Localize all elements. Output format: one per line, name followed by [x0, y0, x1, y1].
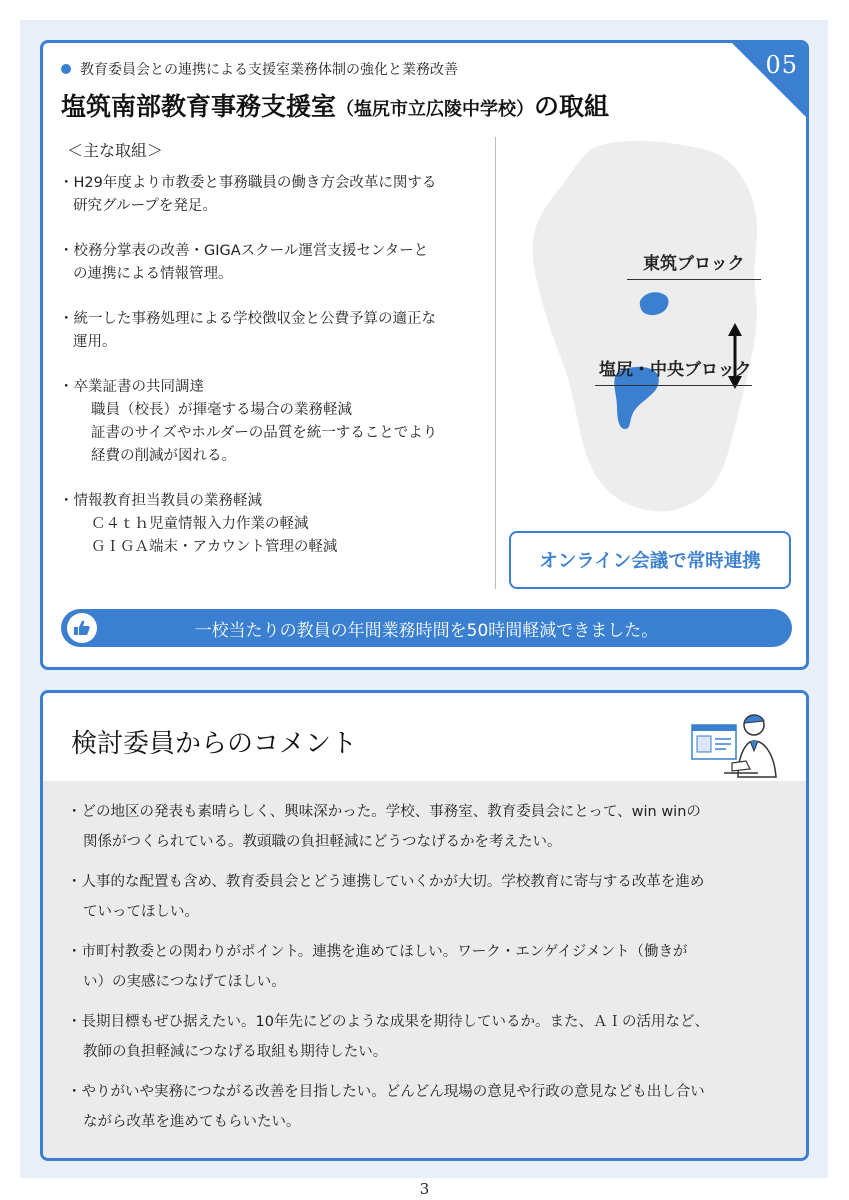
comment-item	[67, 867, 786, 927]
list-item-line: 証書のサイズやホルダーの品質を統一することでより	[91, 425, 438, 441]
comment-item	[67, 1077, 786, 1137]
initiatives-heading: ＜主な取組＞	[67, 141, 164, 160]
east-block-label: 東筑ブロック	[627, 249, 761, 280]
comment-line: い）の実感につなげてほしい。	[83, 974, 286, 990]
comment-item	[67, 1007, 786, 1067]
list-item-line: 運用。	[73, 334, 117, 350]
comments-title: 検討委員からのコメント	[71, 729, 358, 759]
list-item	[59, 308, 487, 354]
section-title-main: 塩筑南部教育事務支援室	[61, 92, 337, 121]
list-item-line: ・情報教育担当教員の業務軽減	[59, 493, 262, 509]
result-text: 一校当たりの教員の年間業務時間を50時間軽減できました。	[194, 620, 659, 641]
comment-line: 関係がつくられている。教頭職の負担軽減にどうつなげるかを考えたい。	[83, 834, 562, 850]
list-item-line: ・H29年度より市教委と事務職員の働き方会改革に関する	[59, 175, 437, 191]
list-item	[59, 172, 487, 218]
section-subtitle-text: 教育委員会との連携による支援室業務体制の強化と業務改善	[80, 62, 458, 78]
comment-item	[67, 937, 786, 997]
comment-item	[67, 797, 786, 857]
list-item	[59, 240, 487, 286]
comment-line: 教師の負担軽減につなげる取組も期待したい。	[83, 1044, 388, 1060]
committee-member-illustration	[688, 711, 780, 779]
section-title-tail: の取組	[534, 92, 610, 121]
comments-card	[40, 690, 809, 1161]
thumbs-up-icon	[67, 613, 97, 643]
region-map	[503, 137, 799, 517]
list-item-line: Ｃ４ｔｈ児童情報入力作業の軽減	[91, 516, 309, 532]
comments-list	[43, 781, 806, 1161]
comment-line: ・市町村教委との関わりがポイント。連携を進めてほしい。ワーク・エンゲイジメント（働きが	[67, 944, 688, 960]
list-item-line: の連携による情報管理。	[73, 266, 233, 282]
result-banner	[61, 609, 792, 647]
comment-line: ていってほしい。	[83, 904, 199, 920]
list-item-line: ・卒業証書の共同調達	[59, 379, 204, 395]
comment-line: ・長期目標もぜひ据えたい。10年先にどのような成果を期待しているか。また、ＡＩの活用など、	[67, 1014, 709, 1030]
section-subtitle	[61, 59, 458, 79]
comments-header	[43, 693, 806, 781]
section-title-paren: （塩尻市立広陵中学校）	[336, 99, 535, 120]
comment-line: ・やりがいや実務につながる改善を目指したい。どんどん現場の意見や行政の意見なども出し合い	[67, 1084, 705, 1100]
list-item	[59, 376, 487, 468]
list-item	[59, 490, 487, 559]
list-item-line: ・統一した事務処理による学校徴収金と公費予算の適正な	[59, 311, 436, 327]
list-item-line: ＧＩＧＡ端末・アカウント管理の軽減	[91, 539, 338, 555]
section-number: 05	[765, 51, 798, 79]
page-number: 3	[419, 1180, 430, 1198]
comment-line: ながら改革を進めてもらいたい。	[83, 1114, 301, 1130]
region-map-shape	[533, 141, 758, 512]
online-meeting-callout: オンライン会議で常時連携	[509, 531, 791, 589]
list-item-line: ・校務分掌表の改善・GIGAスクール運営支援センターと	[59, 243, 429, 259]
shio-block-label: 塩尻・中央ブロック	[595, 355, 752, 386]
initiatives-list	[59, 139, 487, 581]
column-divider	[495, 137, 496, 589]
section-title	[61, 87, 609, 123]
comment-line: ・どの地区の発表も素晴らしく、興味深かった。学校、事務室、教育委員会にとって、win winの	[67, 804, 701, 820]
list-item-line: 経費の削減が図れる。	[91, 448, 236, 464]
bullet-dot-icon	[61, 64, 71, 74]
comment-line: ・人事的な配置も含め、教育委員会とどう連携していくかが大切。学校教育に寄与する改革を進め	[67, 874, 705, 890]
list-item-line: 職員（校長）が揮毫する場合の業務軽減	[91, 402, 352, 418]
list-item-line: 研究グループを発足。	[73, 198, 217, 214]
initiative-card	[40, 40, 809, 670]
